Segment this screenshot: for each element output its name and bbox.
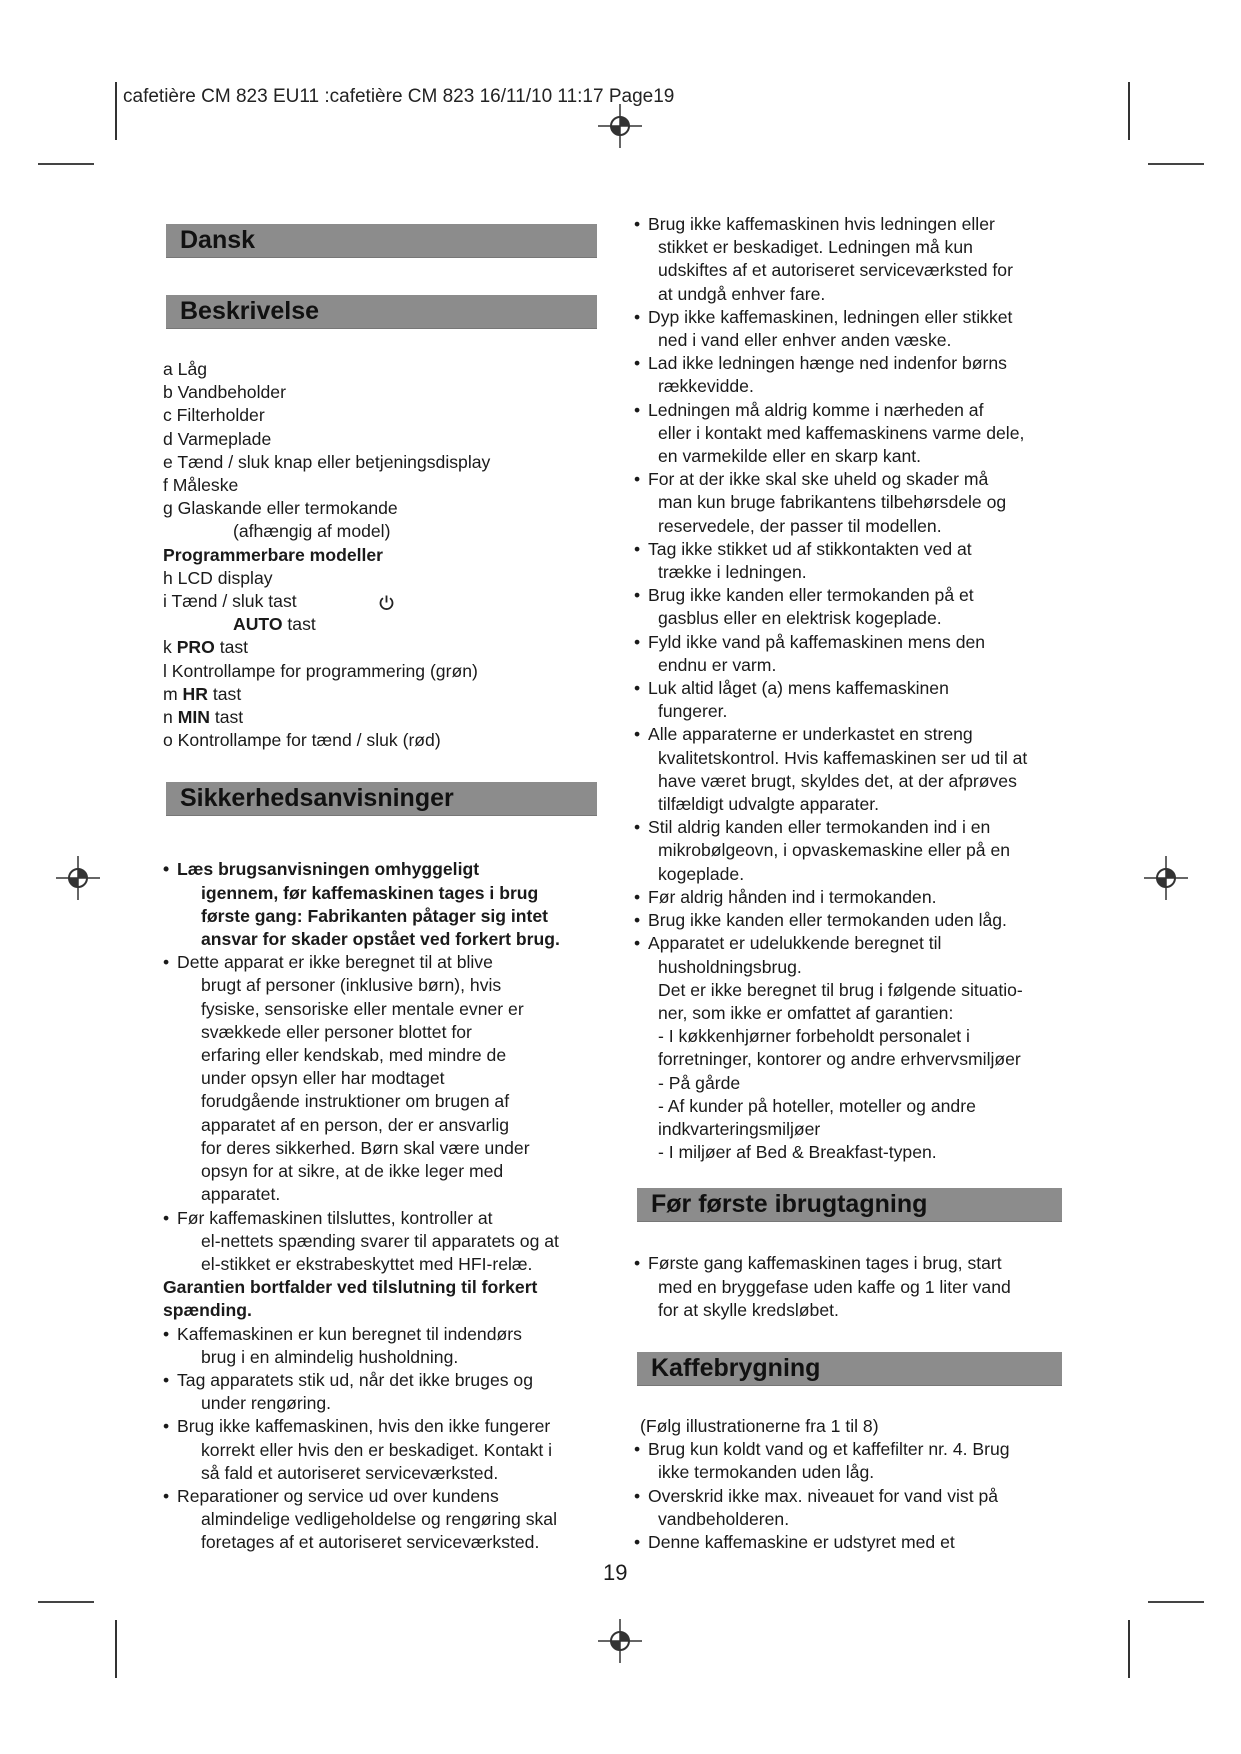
bullet-continuation: ned i vand eller enhver anden væske.: [658, 330, 952, 351]
section-header-beskrivelse: Beskrivelse: [166, 295, 597, 329]
part-item-note: (afhængig af model): [233, 521, 391, 542]
bullet-item: • Før kaffemaskinen tilsluttes, kontroller at: [163, 1207, 603, 1230]
bullet-item: • Stil aldrig kanden eller termokanden ind i en: [634, 816, 1094, 839]
bullet-continuation: indkvarteringsmiljøer: [658, 1118, 821, 1139]
section-header-dansk: Dansk: [166, 224, 597, 258]
bullet-continuation: - På gårde: [658, 1072, 741, 1093]
bullet-continuation: have været brugt, skyldes det, at der afprøves: [658, 770, 1017, 791]
part-label: i Tænd / sluk tast: [163, 591, 297, 612]
bullet-continuation: kvalitetskontrol. Hvis kaffemaskinen ser ud til at: [658, 747, 1028, 768]
bullet-item: • Overskrid ikke max. niveauet for vand vist på: [634, 1485, 1094, 1508]
bullet-continuation: med en bryggefase uden kaffe og 1 liter vand: [658, 1276, 1011, 1297]
bullet-continuation: apparatet af en person, der er ansvarlig: [201, 1114, 510, 1135]
bullet-continuation: forretninger, kontorer og andre erhvervsmiljøer: [658, 1049, 1021, 1070]
brewing-list: [634, 1415, 1094, 1554]
bullet-continuation: fysiske, sensoriske eller mentale evner er: [201, 998, 524, 1019]
bullet-continuation: ner, som ikke er omfattet af garantien:: [658, 1002, 954, 1023]
bullet-continuation: opsyn for at sikre, at de ikke leger med: [201, 1161, 504, 1182]
bullet-continuation: så fald et autoriseret serviceværksted.: [201, 1462, 499, 1483]
part-item: d Varmeplade: [163, 428, 272, 449]
part-item: g Glaskande eller termokande: [163, 498, 398, 519]
part-label: tast: [207, 683, 242, 704]
bullet-continuation: kogeplade.: [658, 863, 745, 884]
bullet-continuation: erfaring eller kendskab, med mindre de: [201, 1045, 507, 1066]
bullet-item: • Lad ikke ledningen hænge ned indenfor børns: [634, 352, 1094, 375]
bullet-item: • Kaffemaskinen er kun beregnet til indendørs: [163, 1323, 603, 1346]
bullet-continuation: fungerer.: [658, 701, 728, 722]
bullet-continuation: igennem, før kaffemaskinen tages i brug: [201, 882, 539, 903]
left-column: [163, 224, 603, 1555]
bullet-continuation: første gang: Fabrikanten påtager sig intet: [201, 905, 549, 926]
crop-mark: [1148, 163, 1204, 165]
part-item: o Kontrollampe for tænd / sluk (rød): [163, 730, 441, 751]
bullet-continuation: tilfældigt udvalgte apparater.: [658, 794, 880, 815]
part-label: tast: [209, 707, 244, 728]
part-item: a Låg: [163, 359, 208, 379]
bullet-continuation: gasblus eller en elektrisk kogeplade.: [658, 608, 942, 629]
first-use-list: [634, 1252, 1094, 1322]
bullet-continuation: rækkevidde.: [658, 376, 754, 397]
part-letter: m: [163, 683, 183, 704]
registration-mark-icon: [1144, 856, 1188, 900]
bullet-item: • Læs brugsanvisningen omhyggeligt: [163, 858, 603, 881]
page-number: 19: [603, 1560, 628, 1585]
bullet-item: • Ledningen må aldrig komme i nærheden af: [634, 399, 1094, 422]
crop-mark: [1128, 82, 1130, 140]
crop-mark: [38, 163, 94, 165]
bullet-continuation: brugt af personer (inklusive børn), hvis: [201, 975, 502, 996]
bullet-continuation: apparatet.: [201, 1184, 281, 1205]
part-letter: n: [163, 707, 178, 728]
part-item: h LCD display: [163, 567, 273, 588]
warranty-note: spænding.: [163, 1300, 252, 1321]
bullet-continuation: udskiftes af et autoriseret serviceværksted for: [658, 260, 1013, 281]
bullet-item: • Brug ikke kaffemaskinen hvis ledningen eller: [634, 213, 1094, 236]
part-item: c Filterholder: [163, 405, 265, 426]
crop-mark: [115, 82, 117, 140]
right-column: [634, 213, 1094, 1554]
bullet-continuation: brug i en almindelig husholdning.: [201, 1346, 459, 1367]
bullet-item: • Apparatet er udelukkende beregnet til: [634, 932, 1094, 955]
section-header-foer: Før første ibrugtagning: [637, 1188, 1062, 1222]
section-header-sikkerhed: Sikkerhedsanvisninger: [166, 782, 597, 816]
pro-key-label: PRO: [176, 637, 215, 658]
crop-mark: [1148, 1601, 1204, 1603]
bullet-continuation: vandbeholderen.: [658, 1508, 790, 1529]
bullet-item: • Brug ikke kaffemaskinen, hvis den ikke fungerer: [163, 1415, 603, 1438]
bullet-continuation: stikket er beskadiget. Ledningen må kun: [658, 237, 973, 258]
bullet-item: • Dyp ikke kaffemaskinen, ledningen eller stikket: [634, 306, 1094, 329]
min-key-label: MIN: [177, 707, 210, 728]
safety-list-right: [634, 213, 1094, 1164]
bullet-item: • Tag ikke stikket ud af stikkontakten ved at: [634, 538, 1094, 561]
bullet-item: • Fyld ikke vand på kaffemaskinen mens den: [634, 631, 1094, 654]
bullet-continuation: el-nettets spænding svarer til apparatets og at: [201, 1230, 559, 1251]
programmable-models-heading: Programmerbare modeller: [163, 544, 384, 565]
print-slug: cafetière CM 823 EU11 :cafetière CM 823 16/11/10 11:17 Page19: [123, 86, 675, 107]
bullet-item: • For at der ikke skal ske uheld og skader må: [634, 468, 1094, 491]
part-item: [163, 636, 603, 659]
bullet-continuation: Det er ikke beregnet til brug i følgende situatio-: [658, 979, 1023, 1000]
part-item: f Måleske: [163, 475, 239, 496]
bullet-continuation: el-stikket er ekstrabeskyttet med HFI-relæ.: [201, 1253, 533, 1274]
bullet-continuation: trække i ledningen.: [658, 562, 807, 583]
registration-mark-icon: [598, 1619, 642, 1663]
bullet-continuation: ikke termokanden uden låg.: [658, 1462, 875, 1483]
part-item: [163, 613, 603, 636]
safety-list-left: [163, 858, 603, 1554]
power-icon: [378, 594, 395, 611]
bullet-item: • Tag apparatets stik ud, når det ikke bruges og: [163, 1369, 603, 1392]
registration-mark-icon: [598, 104, 642, 148]
part-item: [163, 590, 603, 613]
bullet-continuation: - I miljøer af Bed & Breakfast-typen.: [658, 1142, 937, 1163]
bullet-item: • Alle apparaterne er underkastet en streng: [634, 723, 1094, 746]
bullet-continuation: - Af kunder på hoteller, moteller og andre: [658, 1095, 976, 1116]
bullet-continuation: ansvar for skader opstået ved forkert brug.: [201, 929, 560, 950]
bullet-continuation: - I køkkenhjørner forbeholdt personalet i: [658, 1026, 970, 1047]
parts-list: [163, 358, 603, 752]
bullet-continuation: forudgående instruktioner om brugen af: [201, 1091, 510, 1112]
bullet-item: • Brug kun koldt vand og et kaffefilter nr. 4. Brug: [634, 1438, 1094, 1461]
bullet-continuation: endnu er varm.: [658, 654, 777, 675]
auto-key-label: AUTO: [233, 614, 283, 635]
bullet-continuation: husholdningsbrug.: [658, 956, 802, 977]
bullet-continuation: foretages af et autoriseret serviceværksted.: [201, 1532, 540, 1553]
section-header-kaffe: Kaffebrygning: [637, 1352, 1062, 1386]
crop-mark: [115, 1620, 117, 1678]
bullet-item: • Første gang kaffemaskinen tages i brug, start: [634, 1252, 1094, 1275]
bullet-continuation: for at skylle kredsløbet.: [658, 1299, 839, 1320]
bullet-continuation: mikrobølgeovn, i opvaskemaskine eller på en: [658, 840, 1011, 861]
part-letter: k: [163, 637, 177, 658]
bullet-item: • Brug ikke kanden eller termokanden uden låg.: [634, 909, 1094, 932]
bullet-continuation: under rengøring.: [201, 1393, 332, 1414]
bullet-continuation: korrekt eller hvis den er beskadiget. Kontakt i: [201, 1439, 553, 1460]
part-item: b Vandbeholder: [163, 382, 286, 403]
hr-key-label: HR: [182, 683, 208, 704]
bullet-continuation: svækkede eller personer blottet for: [201, 1021, 472, 1042]
bullet-item: • Denne kaffemaskine er udstyret med et: [634, 1531, 1094, 1554]
bullet-continuation: under opsyn eller har modtaget: [201, 1068, 445, 1089]
part-label: tast: [282, 614, 316, 635]
bullet-item: • Luk altid låget (a) mens kaffemaskinen: [634, 677, 1094, 700]
crop-mark: [1128, 1620, 1130, 1678]
bullet-continuation: almindelige vedligeholdelse og rengøring skal: [201, 1509, 557, 1530]
bullet-continuation: reservedele, der passer til modellen.: [658, 515, 942, 536]
registration-mark-icon: [56, 856, 100, 900]
bullet-item: • Dette apparat er ikke beregnet til at blive: [163, 951, 603, 974]
crop-mark: [38, 1601, 94, 1603]
warranty-note: Garantien bortfalder ved tilslutning til forkert: [163, 1277, 538, 1298]
paragraph: (Følg illustrationerne fra 1 til 8): [640, 1415, 879, 1436]
part-item: l Kontrollampe for programmering (grøn): [163, 660, 478, 681]
bullet-continuation: at undgå enhver fare.: [658, 283, 826, 304]
bullet-continuation: eller i kontakt med kaffemaskinens varme dele,: [658, 422, 1025, 443]
bullet-item: • Reparationer og service ud over kundens: [163, 1485, 603, 1508]
bullet-item: • Før aldrig hånden ind i termokanden.: [634, 886, 1094, 909]
bullet-continuation: man kun bruge fabrikantens tilbehørsdele og: [658, 492, 1007, 513]
part-item: e Tænd / sluk knap eller betjeningsdisplay: [163, 451, 491, 472]
bullet-item: • Brug ikke kanden eller termokanden på et: [634, 584, 1094, 607]
part-item: [163, 706, 603, 729]
bullet-continuation: en varmekilde eller en skarp kant.: [658, 446, 922, 467]
bullet-continuation: for deres sikkerhed. Børn skal være under: [201, 1137, 530, 1158]
part-item: [163, 683, 603, 706]
part-label: tast: [214, 637, 249, 658]
